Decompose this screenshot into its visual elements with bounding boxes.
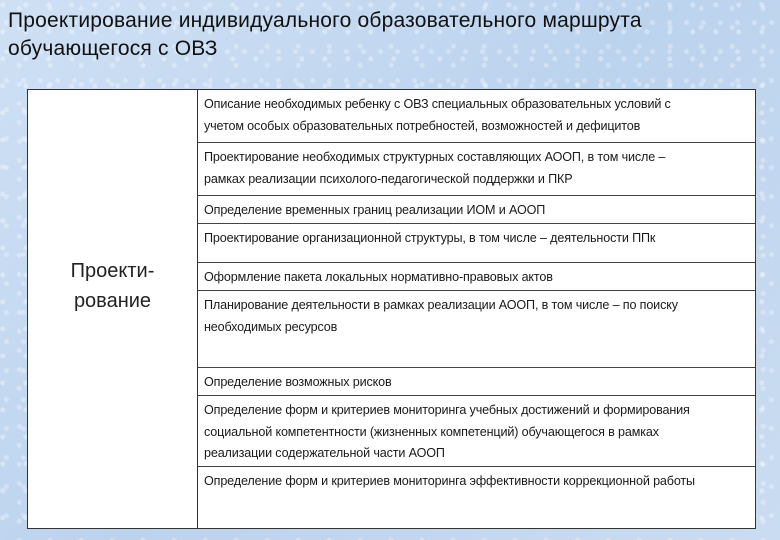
- task-row-line: рамках реализации психолого-педагогической поддержки и ПКР: [204, 171, 573, 186]
- task-row-line: Определение форм и критериев мониторинга учебных достижений и формирования: [204, 403, 690, 417]
- task-row: [198, 143, 755, 196]
- task-row-line: необходимых ресурсов: [204, 319, 338, 334]
- design-stage-table: [27, 89, 756, 529]
- task-row-line: учетом особых образовательных потребностей, возможностей и дефицитов: [204, 118, 641, 133]
- task-row-line: Проектирование организационной структуры, в том числе – деятельности ППк: [204, 231, 656, 245]
- task-row-line: социальной компетентности (жизненных компетенций) обучающегося в рамках: [204, 424, 659, 439]
- task-row: [198, 263, 755, 291]
- task-row-line: Проектирование необходимых структурных составляющих АООП, в том числе –: [204, 150, 666, 164]
- task-row-line: Описание необходимых ребенку с ОВЗ специальных образовательных условий с: [204, 97, 671, 111]
- task-row-line: Определение временных границ реализации ИОМ и АООП: [204, 203, 546, 217]
- task-row-line: Определение форм и критериев мониторинга эффективности коррекционной работы: [204, 474, 695, 488]
- task-row: [198, 224, 755, 263]
- task-row-line: Оформление пакета локальных нормативно-правовых актов: [204, 270, 553, 284]
- stage-label-line-2: рование: [73, 290, 152, 312]
- slide-title-line-2: обучающегося с ОВЗ: [8, 37, 218, 60]
- task-row: [198, 291, 755, 368]
- stage-label-line-1: Проекти-: [70, 260, 155, 282]
- task-row: [198, 467, 755, 528]
- task-list: [198, 90, 755, 528]
- slide-title-line-1: Проектирование индивидуального образовательного маршрута: [8, 9, 642, 32]
- task-row-line: реализации содержательной части АООП: [204, 446, 445, 460]
- task-row-line: Определение возможных рисков: [204, 375, 392, 389]
- task-row: [198, 196, 755, 224]
- stage-label: [28, 256, 197, 316]
- task-row: [198, 368, 755, 396]
- task-row: [198, 396, 755, 467]
- task-row-line: Планирование деятельности в рамках реализации АООП, в том числе – по поиску: [204, 298, 678, 312]
- slide-title: [8, 7, 768, 63]
- stage-label-cell: [28, 90, 198, 528]
- task-row: [198, 90, 755, 143]
